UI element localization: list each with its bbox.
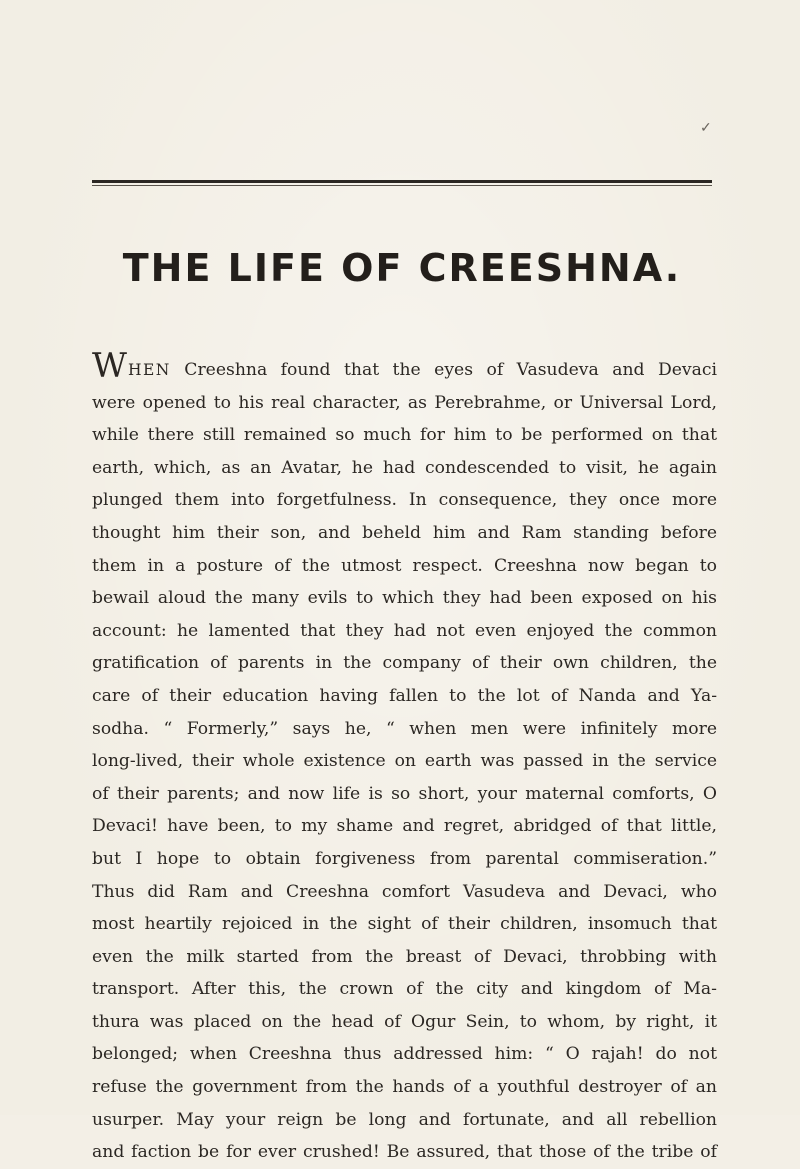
opening-line: [92, 346, 717, 387]
text-line: Thus did Ram and Creeshna comfort Vasudeva and Devaci, who: [92, 881, 717, 902]
header-rule: [92, 180, 712, 183]
text-line: belonged; when Creeshna thus addressed him: “ O rajah! do not: [92, 1044, 717, 1065]
text-line: plunged them into forgetfulness. In consequence, they once more: [92, 490, 717, 511]
text-line: thura was placed on the head of Ogur Sein, to whom, by right, it: [92, 1011, 717, 1032]
text-line: while there still remained so much for him to be performed on that: [92, 425, 717, 446]
text-line: thought him their son, and beheld him and Ram standing before: [92, 522, 717, 543]
text-line: them in a posture of the utmost respect. Creeshna now began to: [92, 555, 717, 576]
text-line: sodha. “ Formerly,” says he, “ when men were infinitely more: [92, 718, 717, 739]
text-line: Devaci! have been, to my shame and regret, abridged of that little,: [92, 816, 717, 837]
text-line: earth, which, as an Avatar, he had condescended to visit, he again: [92, 457, 717, 478]
text-line: account: he lamented that they had not even enjoyed the common: [92, 620, 717, 641]
text-line: care of their education having fallen to the lot of Nanda and Ya-: [92, 685, 717, 706]
text-line: and faction be for ever crushed! Be assured, that those of the tribe of: [92, 1142, 717, 1163]
text-line: transport. After this, the crown of the city and kingdom of Ma-: [92, 979, 717, 1000]
text-line: refuse the government from the hands of a youthful destroyer of an: [92, 1077, 717, 1098]
opening-smallcaps: HEN: [127, 361, 171, 379]
header-rule-thin: [92, 185, 712, 186]
text-line: even the milk started from the breast of Devaci, throbbing with: [92, 946, 717, 967]
text-line: of their parents; and now life is so short, your maternal comforts, O: [92, 783, 717, 804]
page-speck-mark: ✓: [700, 120, 712, 136]
body-text: [92, 346, 717, 1169]
opening-rest: Creeshna found that the eyes of Vasudeva and Devaci: [170, 360, 717, 380]
text-line: long-lived, their whole existence on earth was passed in the service: [92, 751, 717, 772]
text-line: usurper. May your reign be long and fortunate, and all rebellion: [92, 1109, 717, 1130]
text-line: gratification of parents in the company of their own children, the: [92, 653, 717, 674]
text-line: but I hope to obtain forgiveness from parental commiseration.”: [92, 848, 717, 869]
text-line: bewail aloud the many evils to which they had been exposed on his: [92, 588, 717, 609]
text-line: most heartily rejoiced in the sight of their children, insomuch that: [92, 914, 717, 935]
text-line: were opened to his real character, as Perebrahme, or Universal Lord,: [92, 392, 717, 413]
drop-cap: W: [92, 346, 127, 386]
chapter-title: THE LIFE OF CREESHNA.: [122, 246, 682, 290]
